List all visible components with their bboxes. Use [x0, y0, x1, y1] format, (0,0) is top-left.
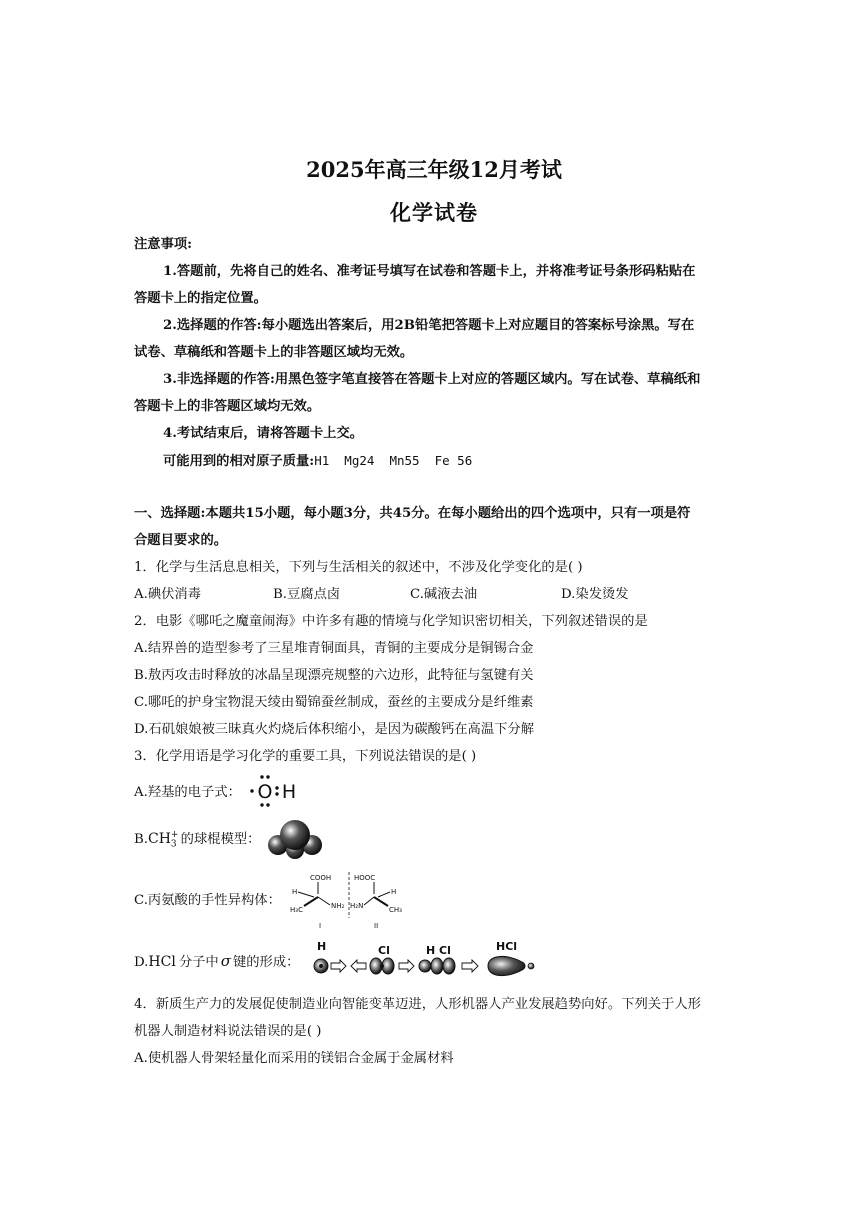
question-4-option-a: A.使机器人骨架轻量化而采用的镁铝合金属于金属材料 [134, 1051, 454, 1066]
option-d-prefix: D. [134, 955, 149, 970]
subject-title: 化学试卷 [390, 200, 478, 225]
question-1-option-a: A.碘伏消毒 [134, 587, 202, 602]
question-1-stem: 1．化学与生活息息相关，下列与生活相关的叙述中，不涉及化学变化的是( ) [134, 560, 583, 575]
left-nh2-label: NH₂ [331, 902, 345, 910]
question-1-option-d: D.染发烫发 [561, 587, 629, 602]
option-d-middle: 分子中 [178, 955, 219, 970]
right-h-label: H [391, 888, 397, 896]
hydroxyl-electron-dot-formula [247, 772, 307, 810]
ch3-ball-and-stick-model [266, 818, 324, 860]
question-2-stem: 2．电影《哪吒之魔童闹海》中许多有趣的情境与化学知识密切相关，下列叙述错误的是 [134, 614, 648, 629]
oxygen-symbol: O [257, 781, 273, 803]
right-cooh-label: HOOC [354, 874, 376, 882]
isomer-label-i: I [319, 922, 322, 930]
question-2-option-a: A.结界兽的造型参考了三星堆青铜面具，青铜的主要成分是铜锡合金 [134, 641, 534, 656]
question-3-option-a: A.羟基的电子式： [134, 785, 241, 800]
question-3-stem: 3．化学用语是学习化学的重要工具，下列说法错误的是( ) [134, 749, 477, 764]
notice-heading: 注意事项: [134, 237, 193, 252]
sigma-symbol: σ [220, 952, 231, 970]
question-3-option-d [134, 952, 299, 972]
hcl-formula: HCl [148, 954, 176, 970]
isomer-label-ii: II [374, 922, 379, 930]
alanine-chiral-isomers-figure [288, 870, 412, 932]
sigma-bond-formation-figure [310, 940, 540, 980]
question-2-option-d: D.石矶娘娘被三昧真火灼烧后体积缩小，是因为碳酸钙在高温下分解 [134, 722, 535, 737]
hcl-overlap-label: H Cl [426, 944, 451, 957]
notice-item-1-line-1: 1.答题前，先将自己的姓名、准考证号填写在试卷和答题卡上，并将准考证号条形码粘贴在 [163, 264, 696, 279]
option-b-prefix: B. [134, 832, 148, 847]
notice-item-2-line-2: 试卷、草稿纸和答题卡上的非答题区域均无效。 [134, 345, 414, 360]
question-1-option-c: C.碱液去油 [410, 587, 478, 602]
right-ch3-label: CH₃ [389, 906, 402, 914]
notice-item-3-line-1: 3.非选择题的作答:用黑色签字笔直接答在答题卡上对应的答题区域内。写在试卷、草稿纸和 [163, 372, 701, 387]
ch3-charge: + [170, 830, 179, 840]
section-1-heading-line-1: 一、选择题:本题共15小题，每小题3分，共45分。在每小题给出的四个选项中，只有一项是符 [134, 506, 691, 521]
question-1-option-b: B.豆腐点卤 [273, 587, 341, 602]
question-3-option-b [134, 830, 260, 854]
question-2-option-c: C.哪吒的护身宝物混天绫由蜀锦蚕丝制成，蚕丝的主要成分是纤维素 [134, 695, 534, 710]
left-ch3-label: H₃C [290, 906, 303, 914]
question-4-stem-line-2: 机器人制造材料说法错误的是( ) [134, 1024, 322, 1039]
notice-item-2-line-1: 2.选择题的作答:每小题选出答案后，用2B铅笔把答题卡上对应题目的答案标号涂黑。写在 [163, 318, 695, 333]
notice-item-4: 4.考试结束后，请将答题卡上交。 [163, 426, 364, 441]
option-d-suffix: 键的形成： [232, 955, 300, 970]
ch3-subscript: 3 [170, 839, 177, 850]
question-4-stem-line-1: 4．新质生产力的发展促使制造业向智能变革迈进，人形机器人产业发展趋势向好。下列关于人形 [134, 997, 701, 1012]
ch3-formula: CH [148, 831, 171, 847]
hcl-product-label: HCl [496, 940, 518, 953]
atomic-mass-values: H1 Mg24 Mn55 Fe 56 [314, 453, 473, 468]
exam-title: 2025年高三年级12月考试 [306, 157, 562, 182]
notice-item-3-line-2: 答题卡上的非答题区域均无效。 [134, 399, 321, 414]
right-nh2-label: H₂N [350, 902, 364, 910]
atomic-mass-line [163, 452, 472, 471]
question-2-option-b: B.敖丙攻击时释放的冰晶呈现漂亮规整的六边形，此特征与氢键有关 [134, 668, 534, 683]
left-h-label: H [292, 888, 298, 896]
question-3-option-c: C.丙氨酸的手性异构体： [134, 893, 281, 908]
h-atom-label: H [317, 940, 327, 953]
left-cooh-label: COOH [310, 874, 332, 882]
option-b-suffix: 的球棍模型： [180, 832, 261, 847]
notice-item-1-line-2: 答题卡上的指定位置。 [134, 291, 267, 306]
section-1-heading-line-2: 合题目要求的。 [134, 533, 228, 548]
cl-atom-label: Cl [378, 944, 390, 957]
hydrogen-symbol: H [281, 781, 297, 803]
atomic-mass-label: 可能用到的相对原子质量: [163, 454, 315, 469]
